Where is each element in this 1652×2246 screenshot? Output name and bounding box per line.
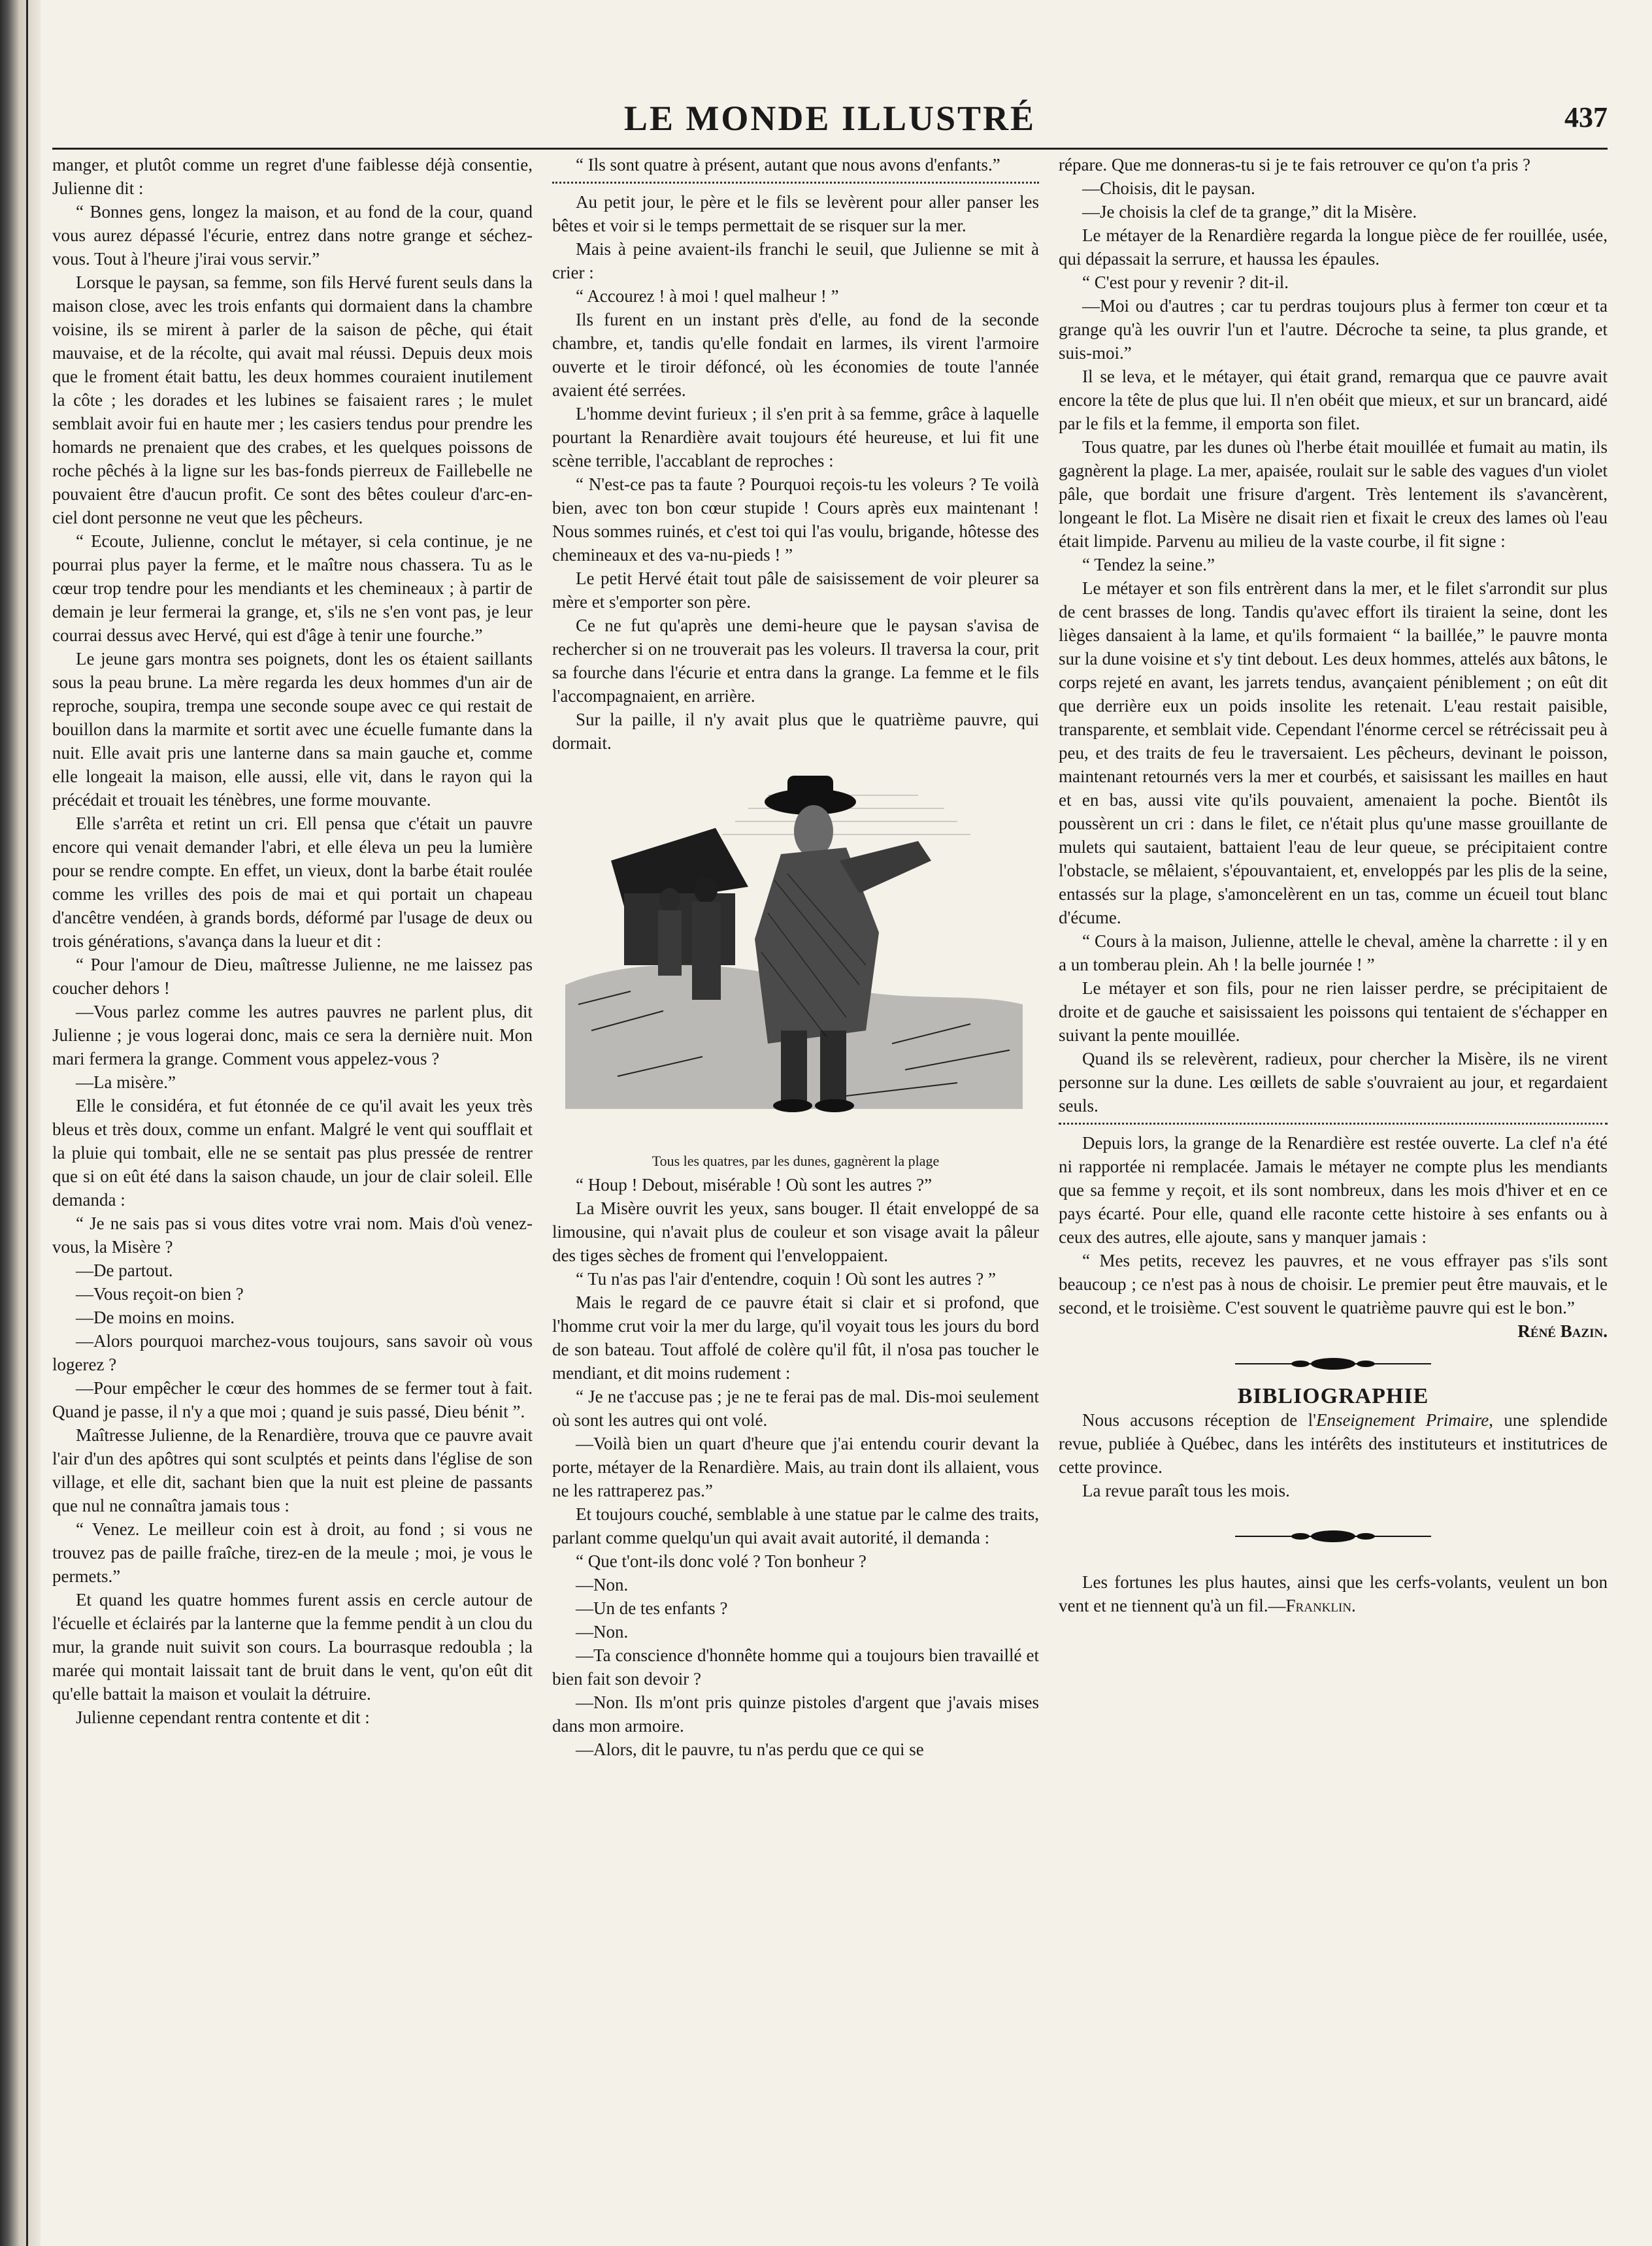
section-title-bibliographie: BIBLIOGRAPHIE (1237, 1384, 1429, 1408)
paragraph: répare. Que me donneras-tu si je te fais retrouver ce qu'on t'a pris ? (1059, 155, 1530, 174)
paragraph: Et toujours couché, semblable à une statue par le calme des traits, parlant comme quelqu'un qui avait avait autorité, il demanda : (552, 1504, 1039, 1547)
paragraph: Et quand les quatre hommes furent assis en cercle autour de l'écuelle et éclairés par la lanterne que la femme pendit à un clou du mur, la grande nuit suivit son cours. La bourrasque redoubla ; la marée qui montait laissait tant de bruit dans le vent, qu'on eût dit qu'elle battait la maison et voulait la détruire. (52, 1590, 533, 1704)
page-header (52, 98, 1608, 144)
paragraph: Lorsque le paysan, sa femme, son fils Hervé furent seuls dans la maison close, avec les trois enfants qui dormaient dans la chambre voisine, ils se mirent à parler de la saison de pêche, qui était mauvaise, et de la récolte, qui avait mal réussi. Depuis deux mois que le froment était battu, les deux hommes couraient inutilement la côte ; les dorades et les lubines se faisaient rares ; le mulet semblait avoir fui en haute mer ; les casiers tendus pour prendre les homards ne prenaient que des crabes, et les quelques poissons de roche pêchés à la ligne sur les bas-fonds pierreux de Faillebelle ne pouvaient être d'aucun profit. Ce sont des bêtes couleur d'arc-en-ciel dont personne ne veut que les pêcheurs. (52, 272, 533, 527)
column-left (52, 153, 533, 1729)
binding-rule (26, 0, 28, 2246)
paragraph: Tous quatre, par les dunes où l'herbe était mouillée et fumait au matin, ils gagnèrent la plage. La mer, apaisée, roulait sur le sable des vagues d'un violet pâle, que bordait une frisure d'argent. Très lentement ils s'avancèrent, longeant le flot. La Misère ne disait rien et fixait le creux des lames où l'eau était limpide. Parvenu au milieu de la vaste courbe, il fit signe : (1059, 437, 1608, 551)
paragraph: —Vous parlez comme les autres pauvres ne parlent plus, dit Julienne ; je vous logerai donc, mais ce sera la dernière nuit. Mon mari fermera la grange. Comment vous appelez-vous ? (52, 1002, 533, 1068)
paragraph: Il se leva, et le métayer, qui était grand, remarqua que ce pauvre avait encore la tête de plus que lui. Il n'en obéit que mieux, et sur un brancard, aidé par le fils et la femme, il emporta son filet. (1059, 367, 1608, 433)
dotted-separator (1059, 1123, 1608, 1125)
paragraph: Quand ils se relevèrent, radieux, pour chercher la Misère, ils ne virent personne sur la dune. Les œillets de sable s'ouvraient au jour, et regardaient seuls. (1059, 1049, 1608, 1115)
paragraph: —Je choisis la clef de ta grange,” dit la Misère. (1082, 202, 1417, 222)
masthead-title: LE MONDE ILLUSTRÉ (623, 99, 1036, 138)
paragraph: “ Je ne t'accuse pas ; je ne te ferai pas de mal. Dis-moi seulement où sont les autres qui ont volé. (552, 1387, 1039, 1430)
header-rule (52, 148, 1608, 150)
column-right (1059, 153, 1608, 1617)
page-number: 437 (1564, 101, 1608, 133)
bibliography-text: Nous accusons réception de l' (1082, 1410, 1316, 1430)
paragraph: —Moi ou d'autres ; car tu perdras toujours plus à fermer ton cœur et ta grange qu'à les ouvrir l'un et l'autre. Décroche ta seine, ta plus grande, et suis-moi.” (1059, 296, 1608, 363)
paragraph: “ C'est pour y revenir ? dit-il. (1082, 272, 1289, 292)
paragraph: Julienne cependant rentra contente et dit : (76, 1708, 370, 1727)
paragraph: Au petit jour, le père et le fils se levèrent pour aller panser les bêtes et voir si le temps permettait de se risquer sur la mer. (552, 192, 1039, 235)
ornament-divider-icon (1229, 1528, 1438, 1544)
illustration-caption: Tous les quatres, par les dunes, gagnèrent la plage (652, 1153, 940, 1169)
paragraph: —Non. (576, 1622, 629, 1642)
paragraph: —Voilà bien un quart d'heure que j'ai entendu courir devant la porte, métayer de la Renardière. Mais, au train dont ils allaient, vous ne les rattraperez pas.” (552, 1434, 1039, 1500)
paragraph: “ Ecoute, Julienne, conclut le métayer, si cela continue, je ne pourrai plus payer la ferme, et le maître nous chassera. Tu as le cœur trop tendre pour les mendiants et les chemineaux ; à partir de demain je leur fermerai la grange, et, s'ils ne s'en vont pas, je leur courrai dessus avec Hervé, qui est d'âge à tenir une fourche.” (52, 531, 533, 645)
paragraph: —Pour empêcher le cœur des hommes de se fermer tout à fait. Quand je passe, il n'y a que moi ; quand je suis passé, Dieu bénit ”. (52, 1378, 533, 1421)
paragraph: Mais le regard de ce pauvre était si clair et si profond, que l'homme crut voir la mer du large, qu'il voyait tous les jours du bord de son bateau. Tout affolé de colère qu'il fût, il n'osa pas toucher le mendiant, et dit moins rudement : (552, 1293, 1039, 1383)
paragraph: L'homme devint furieux ; il s'en prit à sa femme, grâce à laquelle pourtant la Renardière avait toujours été heureuse, et lui fit une scène terrible, l'accablant de reproches : (552, 404, 1039, 471)
paragraph: —Ta conscience d'honnête homme qui a toujours bien travaillé et bien fait son devoir ? (552, 1645, 1039, 1689)
paragraph: Ils furent en un instant près d'elle, au fond de la seconde chambre, et, tandis qu'elle fondait en larmes, ils virent l'armoire ouverte et le tiroir défoncé, où les économies de toute l'année avaient été serrées. (552, 310, 1039, 400)
page-binding-edge (0, 0, 41, 2246)
paragraph: Le métayer de la Renardière regarda la longue pièce de fer rouillée, usée, qui dépassait la serrure, et haussa les épaules. (1059, 225, 1608, 269)
paragraph: Elle le considéra, et fut étonnée de ce qu'il avait les yeux très bleus et très doux, comme un enfant. Malgré le vent qui soufflait et la pluie qui tombait, elle ne se sentait pas plus pressée de rentrer que si on eût été dans la saison chaude, un jour de clair soleil. Elle demanda : (52, 1096, 533, 1210)
column-middle (552, 153, 1039, 1761)
paragraph: La Misère ouvrit les yeux, sans bouger. Il était enveloppé de sa limousine, qui n'avait plus de couleur et son visage avait la pâleur des tiges sèches de froment qui l'enveloppaient. (552, 1198, 1039, 1265)
paragraph: Sur la paille, il n'y avait plus que le quatrième pauvre, qui dormait. (552, 710, 1039, 753)
paragraph: manger, et plutôt comme un regret d'une faiblesse déjà consentie, Julienne dit : (52, 155, 533, 198)
paragraph: —Un de tes enfants ? (576, 1598, 728, 1618)
bibliography-paragraph (1059, 1408, 1608, 1479)
paragraph: “ N'est-ce pas ta faute ? Pourquoi reçois-tu les voleurs ? Te voilà bien, avec ton bon cœur stupide ! Cours après eux maintenant ! Nous sommes ruinés, et c'est toi qui l'as voulu, brigande, hôtesse des chemineaux et des va-nu-pieds ! ” (552, 474, 1039, 565)
paragraph: “ Je ne sais pas si vous dites votre vrai nom. Mais d'où venez-vous, la Misère ? (52, 1214, 533, 1257)
paragraph: “ Pour l'amour de Dieu, maîtresse Julienne, ne me laissez pas coucher dehors ! (52, 955, 533, 998)
paragraph: Depuis lors, la grange de la Renardière est restée ouverte. La clef n'a été ni rapportée ni remplacée. Jamais le métayer ne compte plus les mendiants que sa femme y reçoit, et ils sont nombreux, dans les mois d'hiver et en ce pays écarté. Pour elle, quand elle raconte cette histoire à ses enfants ou à ceux des autres, elle ajoute, sans y manquer jamais : (1059, 1133, 1608, 1247)
paragraph: —Alors, dit le pauvre, tu n'as perdu que ce qui se (576, 1740, 924, 1759)
paragraph: —Choisis, dit le paysan. (1082, 178, 1255, 198)
paragraph: —De moins en moins. (76, 1308, 235, 1327)
paragraph: “ Houp ! Debout, misérable ! Où sont les autres ?” (576, 1175, 933, 1195)
bibliography-text: , une splendide revue, publiée à Québec, dans les intérêts des instituteurs et institutrices de cette province. (1059, 1410, 1608, 1477)
quote-text: Les fortunes les plus hautes, ainsi que les cerfs-volants, veulent un bon vent et ne tiennent qu'à un fil.— (1059, 1572, 1608, 1615)
paragraph: —Alors pourquoi marchez-vous toujours, sans savoir où vous logerez ? (52, 1331, 533, 1374)
paragraph: Ce ne fut qu'après une demi-heure que le paysan s'avisa de rechercher si on ne trouverait pas les voleurs. Il traversa la cour, prit sa fourche dans l'écurie et entra dans la grange. La femme et le fils l'accompagnaient, en arrière. (552, 616, 1039, 706)
paragraph: Le jeune gars montra ses poignets, dont les os étaient saillants sous la peau brune. La mère regarda les deux hommes d'un air de reproche, soupira, trempa une seconde soupe avec ce qui restait de bouillon dans la marmite et sortit avec une écuelle fumante dans la nuit. Elle avait pris une lanterne dans sa main gauche et, comme elle longeait la maison, elle aussi, elle vit, dans le rayon qui la précédait et trouait les ténèbres, une forme mouvante. (52, 649, 533, 810)
paragraph: Elle s'arrêta et retint un cri. Ell pensa que c'était un pauvre encore qui venait demander l'abri, et elle éleva un peu la lumière pour se rendre compte. En effet, un vieux, dont la barbe était roulée comme les vrilles des pois de mai et qui portait un chapeau d'ancêtre vendéen, à grands bords, déformé par l'usage de deux ou trois générations, s'avança dans la lueur et dit : (52, 814, 533, 951)
paragraph: Maîtresse Julienne, de la Renardière, trouva que ce pauvre avait l'air d'un des apôtres qui sont sculptés et peints dans l'église de son village, et elle dit, sachant bien que la nuit est pleine de passants que nul ne connaîtra jamais tous : (52, 1425, 533, 1515)
quote-paragraph (1059, 1570, 1608, 1617)
paragraph: —Non. (576, 1575, 629, 1594)
paragraph: “ Ils sont quatre à présent, autant que nous avons d'enfants.” (576, 155, 1000, 174)
paragraph: Le métayer et son fils entrèrent dans la mer, et le filet s'arrondit sur plus de cent brasses de long. Tandis qu'avec effort ils tiraient la seine, dont les lièges dansaient à la lame, et qu'ils formaient “ la baillée,” le pauvre monta sur la dune voisine et s'y tint debout. Les deux hommes, attelés aux bâtons, le corps rejeté en avant, les jarrets tendus, avançaient péniblement ; on eût dit que derrière eux un poids insolite les retenait. L'eau restait paisible, transparente, et semblait vide. Cependant l'énorme cercel se rétrécissait peu à peu, et des traits de feu le traversaient. Les pêcheurs, devinant le poisson, maintenant retournés vers la mer et courbés, et saisissant les mailles en haut et en bas, aussi vite qu'ils pouvaient, amenaient la poche. Bientôt ils poussèrent un cri : dans le filet, ce n'était plus qu'une masse grouillante de mulets qui sautaient, battaient l'eau de leur queue, se précipitaient contre l'obstacle, se mêlaient, s'épouvantaient, et, enveloppés par les plis de la seine, entassés sur la plage, s'amoncelèrent en un tas, comme un écueil tout blanc d'écume. (1059, 578, 1608, 927)
dotted-separator (552, 182, 1039, 184)
paragraph: “ Mes petits, recevez les pauvres, et ne vous effrayer pas s'ils sont beaucoup ; ce n'est pas à nous de choisir. Le premier peut être mauvais, et le second, et le troisième. C'est souvent le quatrième pauvre qui est le bon.” (1059, 1251, 1608, 1317)
journal-title: Enseignement Primaire (1315, 1410, 1489, 1430)
paragraph: Le petit Hervé était tout pâle de saisissement de voir pleurer sa mère et s'emporter son père. (552, 569, 1039, 612)
paragraph: “ Que t'ont-ils donc volé ? Ton bonheur ? (576, 1551, 867, 1571)
paragraph: —Vous reçoit-on bien ? (76, 1284, 244, 1304)
quote-author: Franklin. (1285, 1596, 1356, 1615)
paragraph: “ Cours à la maison, Julienne, attelle le cheval, amène la charrette : il y en a un tomberau plein. Ah ! la belle journée ! ” (1059, 931, 1608, 974)
paragraph: “ Tu n'as pas l'air d'entendre, coquin ! Où sont les autres ? ” (576, 1269, 996, 1289)
paragraph: Mais à peine avaient-ils franchi le seuil, que Julienne se mit à crier : (552, 239, 1039, 282)
illustration-engraving (552, 769, 1039, 1142)
paragraph: La revue paraît tous les mois. (1082, 1481, 1290, 1500)
paragraph: —Non. Ils m'ont pris quinze pistoles d'argent que j'avais mises dans mon armoire. (552, 1693, 1039, 1736)
author-signature: Réné Bazin. (1517, 1321, 1608, 1341)
paragraph: Le métayer et son fils, pour ne rien laisser perdre, se précipitaient de droite et de gauche et saisissaient les poissons qui tentaient de s'échapper en suivant la pente mouillée. (1059, 978, 1608, 1045)
paragraph: “ Accourez ! à moi ! quel malheur ! ” (576, 286, 839, 306)
paragraph: “ Venez. Le meilleur coin est à droit, au fond ; si vous ne trouvez pas de paille fraîche, tirez-en de la meule ; moi, je vous le permets.” (52, 1519, 533, 1586)
paragraph: —La misère.” (76, 1072, 176, 1092)
ornament-divider-icon (1229, 1356, 1438, 1372)
paragraph: “ Tendez la seine.” (1082, 555, 1215, 574)
paragraph: “ Bonnes gens, longez la maison, et au fond de la cour, quand vous aurez dépassé l'écurie, entrez dans notre grange et séchez-vous. Tout à l'heure j'irai vous servir.” (52, 202, 533, 269)
paragraph: —De partout. (76, 1261, 173, 1280)
